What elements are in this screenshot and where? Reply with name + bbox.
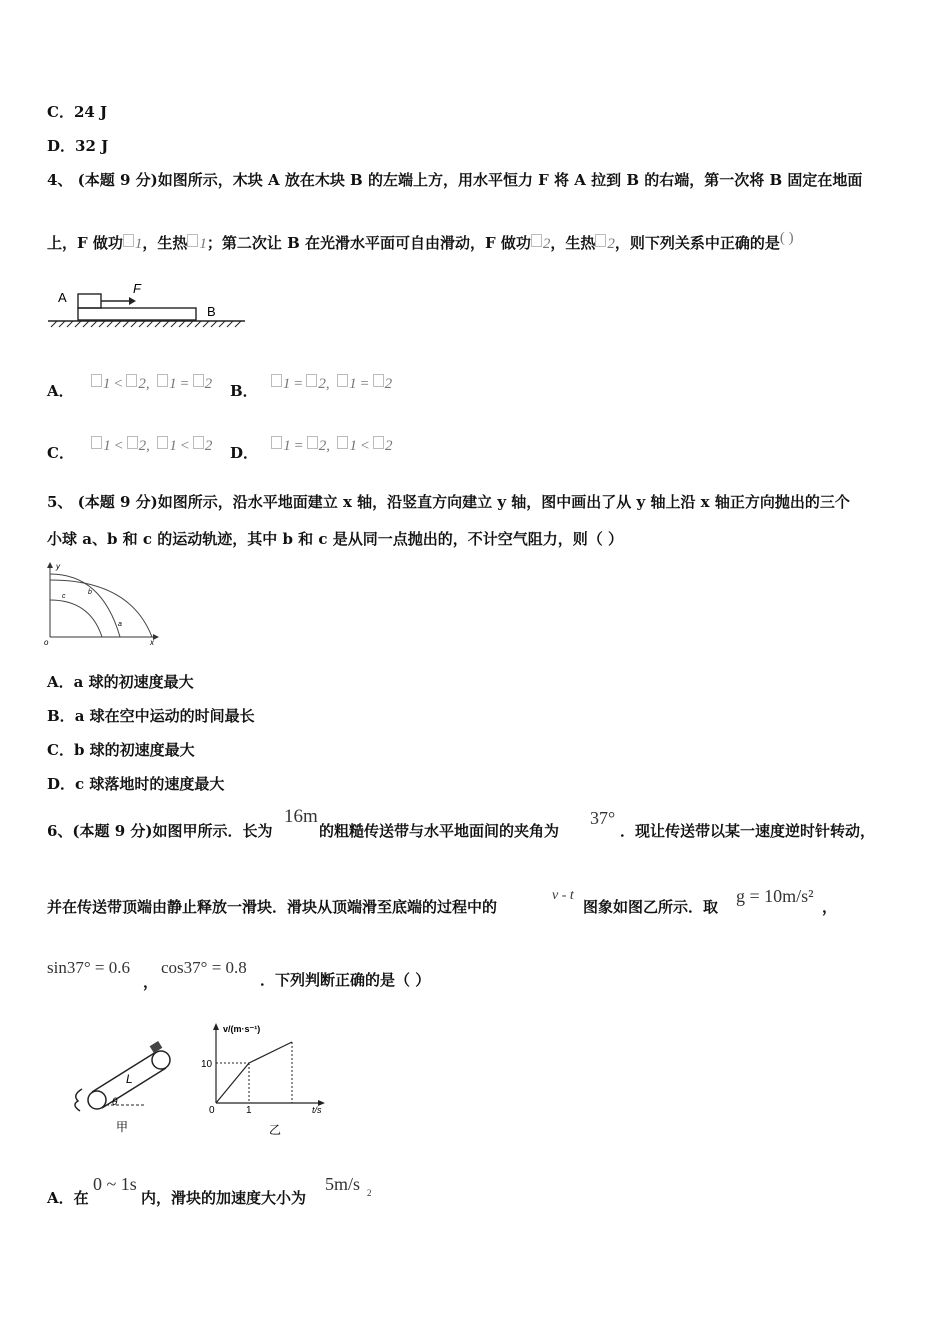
v-arrow-icon (213, 1023, 219, 1030)
label-t-axis: t/s (312, 1105, 322, 1115)
q6-length: 16m (284, 806, 318, 827)
label-a: A (58, 290, 67, 305)
missing-glyph-icon (187, 234, 198, 247)
q6-stem-line1b: 的粗糙传送带与水平地面间的夹角为 (319, 822, 560, 840)
label-c: c (62, 593, 66, 600)
missing-glyph-icon (91, 374, 102, 387)
label-o: o (44, 638, 49, 645)
relation-2: < (180, 438, 190, 454)
missing-glyph-icon (306, 374, 317, 387)
option-label: D． (47, 775, 76, 793)
relation-1: = (294, 376, 303, 392)
option-formula: 1 = 2, 1 = 2 (271, 376, 392, 392)
relation-2: = (360, 376, 369, 392)
q6-stem-line2b: 图象如图乙所示．取 (583, 898, 719, 916)
rotation-arrow-icon (75, 1089, 82, 1111)
trajectory-c (50, 600, 102, 637)
tick-1: 1 (246, 1105, 252, 1116)
segment-1 (216, 1063, 249, 1103)
trajectory-a (50, 580, 152, 637)
q5-option-d (47, 774, 224, 794)
label-v-axis: v/(m·s⁻¹) (223, 1024, 261, 1034)
ground-hatch (51, 321, 241, 327)
relation-2: < (360, 438, 370, 454)
label-f: F (133, 281, 141, 296)
q6-conveyor-figure (60, 1035, 185, 1135)
option-text: 24 J (73, 103, 108, 121)
missing-glyph-icon (157, 436, 168, 449)
q6-stem-line1c: ．现让传送带以某一速度逆时针转动， (620, 822, 876, 840)
y-arrow-icon (47, 562, 53, 568)
q6-angle: 37° (590, 808, 616, 828)
option-label: D． (230, 444, 259, 462)
lower-pulley (88, 1091, 106, 1109)
option-text: a 球的初速度最大 (73, 673, 194, 691)
q6-stem-line2c: ， (822, 898, 838, 916)
missing-glyph-icon (595, 234, 606, 247)
q1-subscript: 1 (199, 236, 207, 252)
missing-glyph-icon (373, 436, 384, 449)
option-formula: 1 = 2, 1 < 2 (271, 438, 392, 454)
option-label: A． (47, 1189, 74, 1207)
missing-glyph-icon (271, 436, 282, 449)
q4-option-c (47, 438, 213, 464)
option-label: C． (47, 444, 74, 462)
q4-option-a (47, 376, 213, 402)
option-label: B． (47, 707, 75, 725)
q4-block-figure (45, 280, 250, 330)
relation-1: < (114, 376, 123, 392)
option-text: c 球落地时的速度最大 (75, 775, 225, 793)
q6-option-a-text: 内，滑块的加速度大小为 (141, 1189, 307, 1207)
q5-stem-line2: 小球 a、b 和 c 的运动轨迹，其中 b 和 c 是从同一点抛出的，不计空气阻力，则（ ） (47, 530, 623, 548)
q4-text: ，则下列关系中正确的是 (614, 234, 780, 252)
q6-gravity: g = 10m/s² (736, 886, 814, 906)
q6-option-a-sup: 2 (367, 1188, 372, 1198)
q4-text: ；第二次让 B 在光滑水平面可自由滑动，F 做功 (206, 234, 531, 252)
caption-jia: 甲 (116, 1120, 129, 1134)
q6-option-a (47, 1188, 89, 1208)
q5-option-c (47, 740, 195, 760)
q6-comma: ， (143, 973, 159, 991)
block-b (78, 308, 196, 320)
missing-glyph-icon (123, 234, 134, 247)
missing-glyph-icon (337, 436, 348, 449)
label-a: a (118, 621, 122, 628)
q6-stem-line1a: 6、(本题 9 分)如图甲所示．长为 (47, 822, 273, 840)
q5-trajectory-figure (40, 560, 165, 645)
missing-glyph-icon (127, 436, 138, 449)
caption-yi: 乙 (269, 1123, 282, 1137)
option-text: 在 (73, 1189, 89, 1207)
label-l: L (126, 1072, 133, 1086)
missing-glyph-icon (337, 374, 348, 387)
q6-stem-line2a: 并在传送带顶端由静止释放一滑块．滑块从顶端滑至底端的过程中的 (47, 898, 498, 916)
missing-glyph-icon (307, 436, 318, 449)
relation-1: = (294, 438, 303, 454)
q6-cos: cos37° = 0.8 (161, 958, 247, 977)
q4-text: ，生热 (550, 234, 596, 252)
option-label: C． (47, 103, 74, 121)
q5-option-b (47, 706, 255, 726)
option-formula: 1 < 2, 1 = 2 (91, 376, 212, 392)
missing-glyph-icon (157, 374, 168, 387)
q4-text: ，生热 (142, 234, 188, 252)
q3-option-d (47, 136, 108, 156)
belt-top (92, 1052, 156, 1092)
q4-stem-line1: 4、 (本题 9 分)如图所示，木块 A 放在木块 B 的左端上方，用水平恒力 F 将 A 拉到 B 的右端，第一次将 B 固定在地面 (47, 171, 863, 189)
q6-option-a-range: 0 ~ 1s (93, 1174, 137, 1194)
option-text: 32 J (75, 137, 109, 155)
q2-subscript: 2 (607, 236, 615, 252)
segment-2 (249, 1042, 292, 1063)
option-label: C． (47, 741, 74, 759)
label-x: x (150, 638, 154, 645)
upper-pulley (152, 1051, 170, 1069)
option-label: D． (47, 137, 76, 155)
option-formula: 1 < 2, 1 < 2 (91, 438, 212, 454)
option-text: a 球在空中运动的时间最长 (74, 707, 255, 725)
w1-subscript: 1 (134, 236, 143, 252)
option-label: A． (47, 382, 74, 400)
relation-2: = (180, 376, 189, 392)
w2-subscript: 2 (542, 236, 551, 252)
tick-0: 0 (209, 1105, 215, 1116)
relation-1: < (114, 438, 123, 454)
missing-glyph-icon (271, 374, 282, 387)
q3-option-c (47, 102, 107, 122)
q6-sin: sin37° = 0.6 (47, 958, 130, 977)
option-label: B． (230, 382, 258, 400)
label-b: B (207, 304, 216, 319)
q6-vt: v - t (552, 888, 574, 903)
answer-bracket: ( ) (779, 230, 794, 246)
option-text: b 球的初速度最大 (73, 741, 195, 759)
label-y: y (56, 562, 60, 571)
arrow-head-icon (129, 297, 136, 305)
q5-option-a (47, 672, 194, 692)
q4-stem-line2 (47, 230, 794, 254)
tick-10: 10 (201, 1059, 213, 1070)
q4-option-d (230, 438, 393, 464)
label-b: b (88, 589, 92, 596)
label-theta: θ (112, 1097, 118, 1108)
q6-option-a-value: 5m/s (325, 1174, 361, 1194)
missing-glyph-icon (193, 436, 204, 449)
missing-glyph-icon (193, 374, 204, 387)
q5-stem-line1: 5、 (本题 9 分)如图所示，沿水平地面建立 x 轴，沿竖直方向建立 y 轴，图中画出了从 y 轴上沿 x 轴正方向抛出的三个 (47, 493, 850, 511)
q6-vt-graph (195, 1018, 340, 1138)
block-a (78, 294, 101, 308)
missing-glyph-icon (531, 234, 542, 247)
q4-option-b (230, 376, 393, 402)
option-label: A． (47, 673, 74, 691)
q6-stem-line3: ．下列判断正确的是（ ） (260, 971, 431, 989)
missing-glyph-icon (91, 436, 102, 449)
missing-glyph-icon (373, 374, 384, 387)
q4-text: 上，F 做功 (47, 234, 123, 252)
missing-glyph-icon (126, 374, 137, 387)
